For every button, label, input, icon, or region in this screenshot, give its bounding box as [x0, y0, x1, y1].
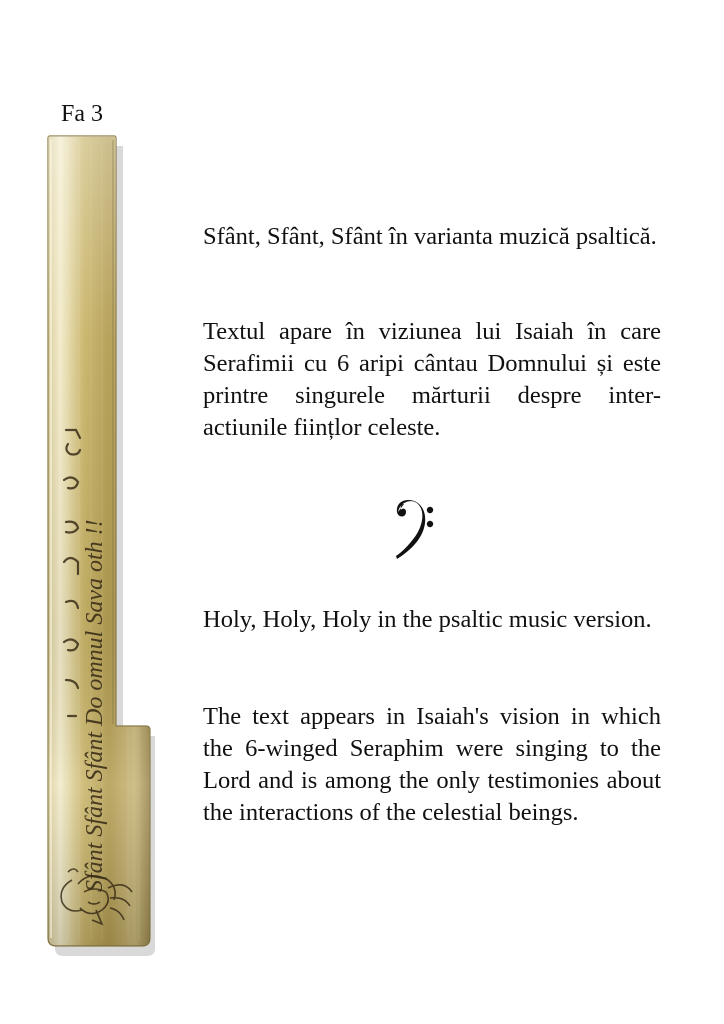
bookmark-image: [38, 132, 158, 962]
romanian-title-paragraph: Sfânt, Sfânt, Sfânt în varianta muzică psaltică.: [203, 223, 657, 250]
english-title-paragraph: Holy, Holy, Holy in the psaltic music version.: [203, 606, 652, 633]
bookmark-inscription: Sfânt Sfânt Sfânt Do omnul Sava oth !!: [82, 519, 108, 892]
romanian-description-paragraph: Textul apare în viziunea lui Isaiah în care Serafimii cu 6 aripi cântau Domnului și este printre singurele mărturii despre inter-actiunile ființlor celeste.: [203, 318, 661, 441]
english-description-paragraph: The text appears in Isaiah's vision in which the 6-winged Seraphim were singing to the Lord and is among the only testimonies about the interactions of the celestial beings.: [203, 703, 661, 826]
bass-clef-icon: [394, 498, 436, 560]
page-label: Fa 3: [61, 101, 103, 127]
